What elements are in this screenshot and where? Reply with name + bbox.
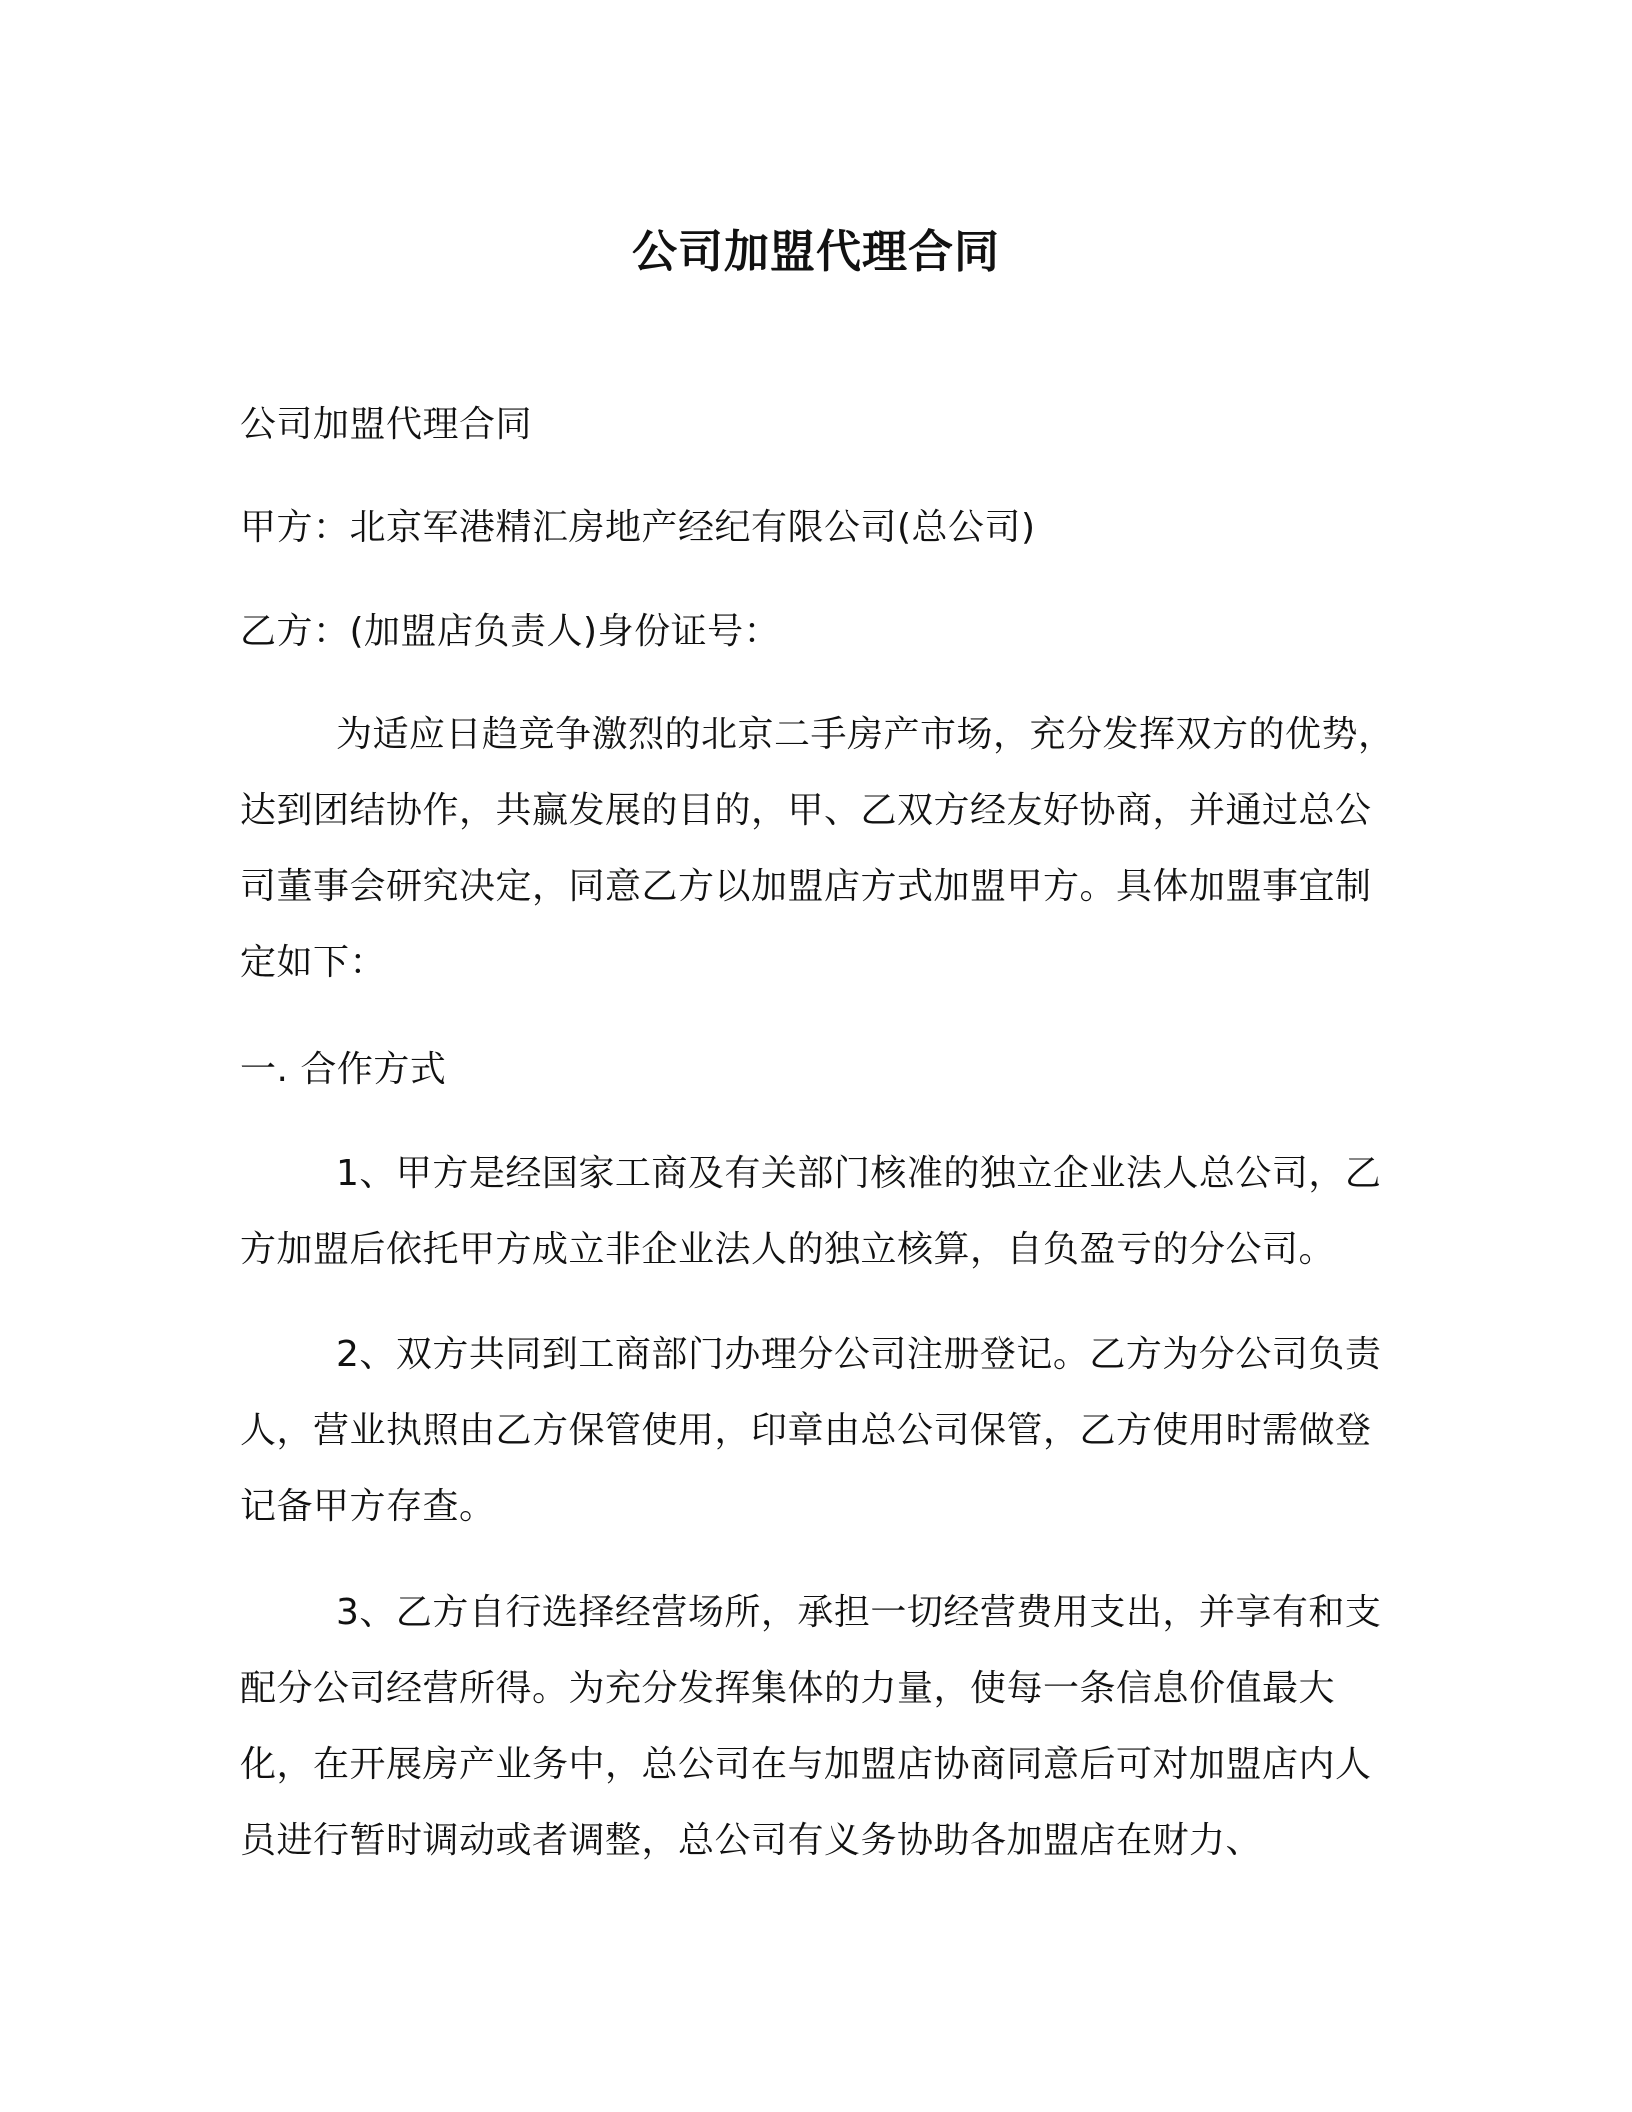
intro-paragraph: 为适应日趋竞争激烈的北京二手房产市场，充分发挥双方的优势，达到团结协作，共赢发展的目的，甲、乙双方经友好协商，并通过总公司董事会研究决定，同意乙方以加盟店方式加盟甲方。具体加盟事宜制定如下：	[240, 714, 1395, 983]
section-heading-cooperation: 一. 合作方式	[240, 1049, 447, 1090]
contract-subtitle: 公司加盟代理合同	[240, 404, 533, 445]
party-b-line: 乙方：(加盟店负责人)身份证号：	[240, 611, 781, 652]
party-a-line: 甲方：北京军港精汇房地产经纪有限公司(总公司)	[240, 507, 1036, 548]
document-title: 公司加盟代理合同	[631, 225, 1000, 278]
clause-item-3: 3、乙方自行选择经营场所，承担一切经营费用支出，并享有和支配分公司经营所得。为充分发挥集体的力量，使每一条信息价值最大化，在开展房产业务中，总公司在与加盟店协商同意后可对加盟店内人员进行暂时调动或者调整，总公司有义务协助各加盟店在财力、	[240, 1592, 1382, 1861]
clause-item-1: 1、甲方是经国家工商及有关部门核准的独立企业法人总公司，乙方加盟后依托甲方成立非企业法人的独立核算，自负盈亏的分公司。	[240, 1153, 1382, 1270]
clause-item-2: 2、双方共同到工商部门办理分公司注册登记。乙方为分公司负责人，营业执照由乙方保管使用，印章由总公司保管，乙方使用时需做登记备甲方存查。	[240, 1334, 1382, 1527]
